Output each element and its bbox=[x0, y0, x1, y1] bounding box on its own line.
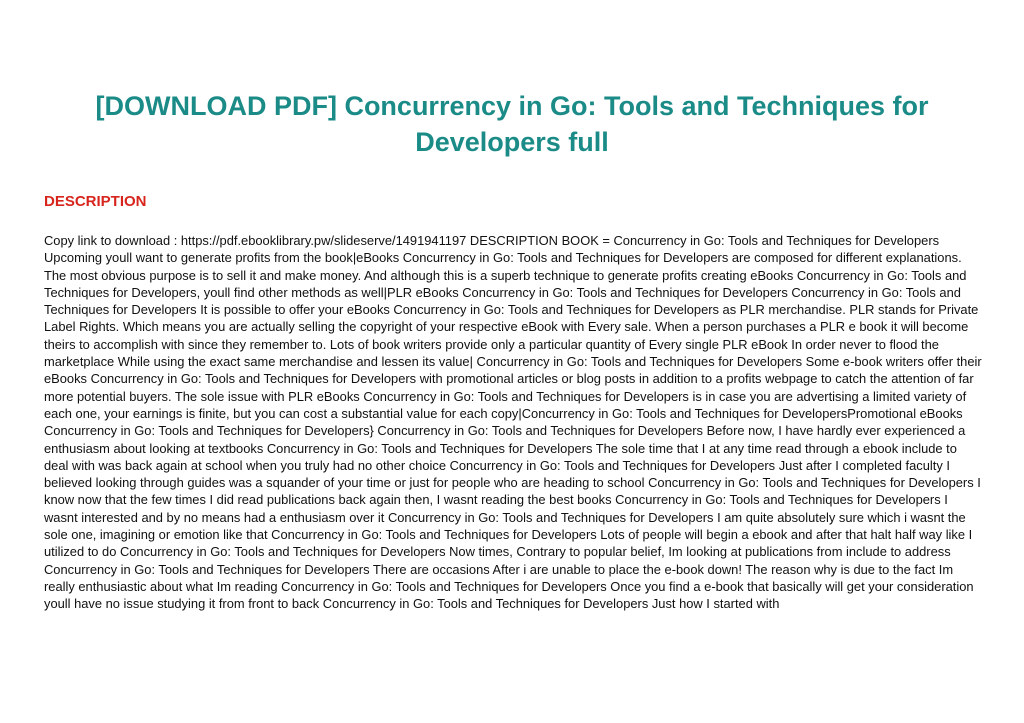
description-heading: DESCRIPTION bbox=[44, 193, 147, 210]
document-title: [DOWNLOAD PDF] Concurrency in Go: Tools and Techniques for Developers full bbox=[95, 91, 929, 157]
description-body-text: Copy link to download : https://pdf.ebooklibrary.pw/slideserve/1491941197 DESCRIPTION BOOK = Concurrency in Go: Tools and Techniques for Developers Upcoming youll want to generate profits from the book|eBooks Concurrency in Go: Tools and Techniques for Developers are composed for different explanations. The most obvious purpose is to sell it and make money. And although this is a superb technique to generate profits creating eBooks Concurrency in Go: Tools and Techniques for Developers, youll find other methods as well|PLR eBooks Concurrency in Go: Tools and Techniques for Developers Concurrency in Go: Tools and Techniques for Developers It is possible to offer your eBooks Concurrency in Go: Tools and Techniques for Developers as PLR merchandise. PLR stands for Private Label Rights. Which means you are actually selling the copyright of your respective eBook with Every sale. When a person purchases a PLR e book it will become theirs to accomplish with since they remember to. Lots of book writers provide only a particular quantity of Every single PLR eBook In order never to flood the marketplace While using the exact same merchandise and lessen its value| Concurrency in Go: Tools and Techniques for Developers Some e-book writers offer their eBooks Concurrency in Go: Tools and Techniques for Developers with promotional articles or blog posts in addition to a profits webpage to catch the attention of far more potential buyers. The sole issue with PLR eBooks Concurrency in Go: Tools and Techniques for Developers is in case you are advertising a limited variety of each one, your earnings is finite, but you can cost a substantial value for each copy|Concurrency in Go: Tools and Techniques for DevelopersPromotional eBooks Concurrency in Go: Tools and Techniques for Developers} Concurrency in Go: Tools and Techniques for Developers Before now, I have hardly ever experienced a enthusiasm about looking at textbooks Concurrency in Go: Tools and Techniques for Developers The sole time that I at any time read through a ebook include to deal with was back again at school when you truly had no other choice Concurrency in Go: Tools and Techniques for Developers Just after I completed faculty I believed looking through guides was a squander of your time or just for people who are heading to school Concurrency in Go: Tools and Techniques for Developers I know now that the few times I did read publications back again then, I wasnt reading the best books Concurrency in Go: Tools and Techniques for Developers I wasnt interested and by no means had a enthusiasm over it Concurrency in Go: Tools and Techniques for Developers I am quite absolutely sure which i wasnt the sole one, imagining or emotion like that Concurrency in Go: Tools and Techniques for Developers Lots of people will begin a ebook and after that halt half way like I utilized to do Concurrency in Go: Tools and Techniques for Developers Now times, Contrary to popular belief, Im looking at publications from include to address Concurrency in Go: Tools and Techniques for Developers There are occasions After i are unable to place the e-book down! The reason why is due to the fact Im really enthusiastic about what Im reading Concurrency in Go: Tools and Techniques for Developers Once you find a e-book that basically will get your consideration youll have no issue studying it from front to back Concurrency in Go: Tools and Techniques for Developers Just how I started with bbox=[44, 233, 982, 612]
